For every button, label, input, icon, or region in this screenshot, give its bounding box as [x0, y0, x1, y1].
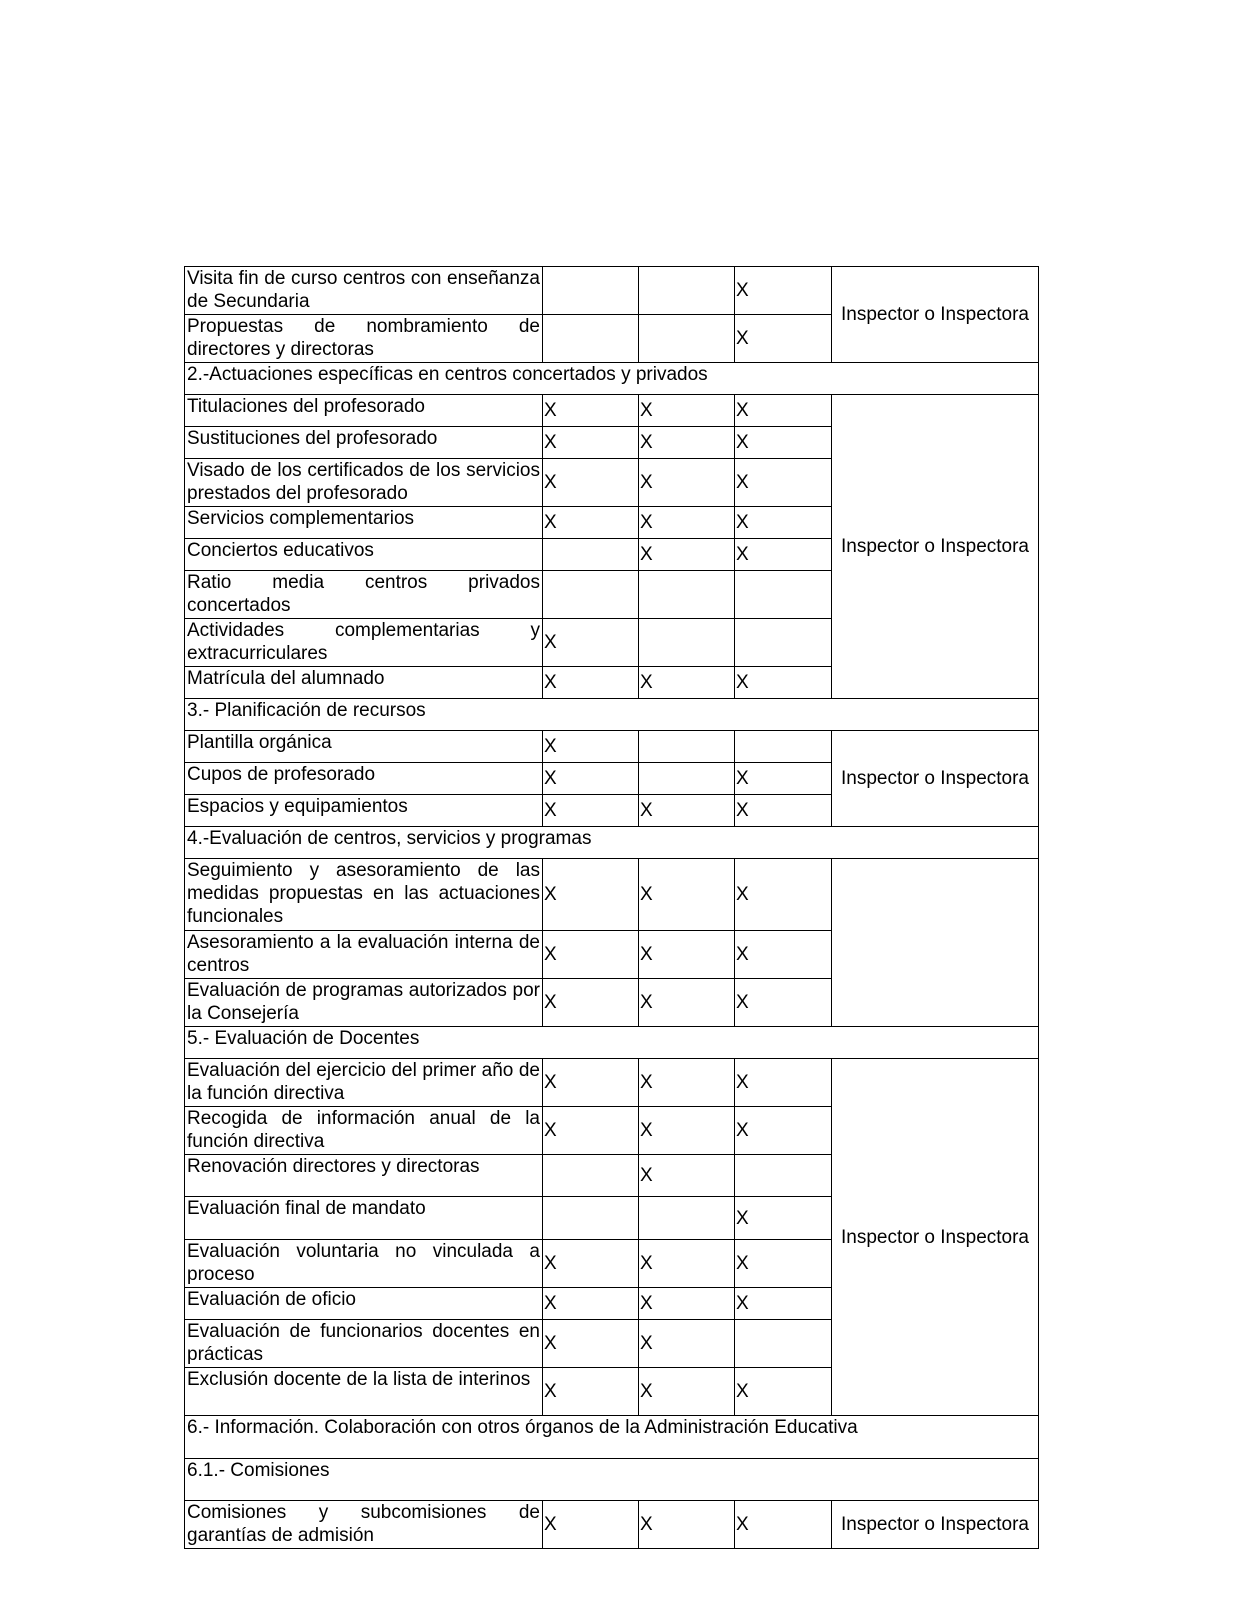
table-row — [185, 859, 1039, 931]
mark-cell-col2: X — [639, 1240, 735, 1288]
mark-cell-col1 — [543, 315, 639, 363]
activity-cell: Propuestas de nombramiento de directores y directoras — [185, 315, 543, 363]
mark-cell-col3: X — [735, 931, 832, 979]
activities-table — [184, 266, 1039, 1549]
mark-cell-col3: X — [735, 1240, 832, 1288]
activity-cell: Evaluación del ejercicio del primer año de la función directiva — [185, 1059, 543, 1107]
mark-cell-col3: X — [735, 859, 832, 931]
mark-cell-col3: X — [735, 459, 832, 507]
mark-cell-col2: X — [639, 931, 735, 979]
mark-cell-col2 — [639, 571, 735, 619]
mark-cell-col2 — [639, 267, 735, 315]
mark-cell-col2 — [639, 315, 735, 363]
mark-cell-col2 — [639, 763, 735, 795]
mark-cell-col2 — [639, 619, 735, 667]
mark-cell-col3: X — [735, 507, 832, 539]
mark-cell-col2: X — [639, 667, 735, 699]
mark-cell-col2: X — [639, 1059, 735, 1107]
activity-cell: Espacios y equipamientos — [185, 795, 543, 827]
mark-cell-col3: X — [735, 1107, 832, 1155]
mark-cell-col2 — [639, 1197, 735, 1240]
mark-cell-col1 — [543, 267, 639, 315]
mark-cell-col3: X — [735, 427, 832, 459]
table-row — [185, 395, 1039, 427]
activity-cell: Conciertos educativos — [185, 539, 543, 571]
mark-cell-col2: X — [639, 1155, 735, 1197]
mark-cell-col1: X — [543, 1240, 639, 1288]
mark-cell-col2: X — [639, 979, 735, 1027]
section-title: 3.- Planificación de recursos — [185, 699, 1039, 731]
mark-cell-col3: X — [735, 795, 832, 827]
mark-cell-col3: X — [735, 667, 832, 699]
activity-cell: Evaluación de programas autorizados por la Consejería — [185, 979, 543, 1027]
mark-cell-col1: X — [543, 763, 639, 795]
mark-cell-col1: X — [543, 1320, 639, 1368]
mark-cell-col3: X — [735, 1288, 832, 1320]
mark-cell-col2: X — [639, 1288, 735, 1320]
activity-cell: Plantilla orgánica — [185, 731, 543, 763]
mark-cell-col1: X — [543, 667, 639, 699]
mark-cell-col3: X — [735, 539, 832, 571]
mark-cell-col1 — [543, 1155, 639, 1197]
activity-cell: Ratio media centros privados concertados — [185, 571, 543, 619]
mark-cell-col2: X — [639, 1501, 735, 1549]
responsible-cell: Inspector o Inspectora — [832, 267, 1039, 363]
mark-cell-col1: X — [543, 1288, 639, 1320]
responsible-cell: Inspector o Inspectora — [832, 1501, 1039, 1549]
responsible-cell: Inspector o Inspectora — [832, 731, 1039, 827]
mark-cell-col1: X — [543, 1107, 639, 1155]
mark-cell-col1: X — [543, 507, 639, 539]
mark-cell-col1: X — [543, 459, 639, 507]
activity-cell: Visado de los certificados de los servicios prestados del profesorado — [185, 459, 543, 507]
activities-table-body — [185, 267, 1039, 1549]
section-title: 6.1.- Comisiones — [185, 1459, 1039, 1501]
activity-cell: Titulaciones del profesorado — [185, 395, 543, 427]
section-header-row — [185, 363, 1039, 395]
mark-cell-col1 — [543, 1197, 639, 1240]
mark-cell-col1: X — [543, 859, 639, 931]
mark-cell-col1: X — [543, 619, 639, 667]
mark-cell-col3: X — [735, 763, 832, 795]
activity-cell: Visita fin de curso centros con enseñanza de Secundaria — [185, 267, 543, 315]
mark-cell-col1 — [543, 571, 639, 619]
section-title: 6.- Información. Colaboración con otros órganos de la Administración Educativa — [185, 1416, 1039, 1459]
mark-cell-col1: X — [543, 1501, 639, 1549]
mark-cell-col1: X — [543, 395, 639, 427]
activity-cell: Evaluación de oficio — [185, 1288, 543, 1320]
mark-cell-col1: X — [543, 427, 639, 459]
activity-cell: Servicios complementarios — [185, 507, 543, 539]
mark-cell-col2: X — [639, 539, 735, 571]
section-title: 5.- Evaluación de Docentes — [185, 1027, 1039, 1059]
section-header-row — [185, 1459, 1039, 1501]
mark-cell-col2: X — [639, 1368, 735, 1416]
mark-cell-col3 — [735, 571, 832, 619]
mark-cell-col3: X — [735, 267, 832, 315]
mark-cell-col2: X — [639, 395, 735, 427]
mark-cell-col3 — [735, 731, 832, 763]
section-header-row — [185, 699, 1039, 731]
section-header-row — [185, 1416, 1039, 1459]
activity-cell: Actividades complementarias y extracurriculares — [185, 619, 543, 667]
mark-cell-col2: X — [639, 795, 735, 827]
activity-cell: Evaluación voluntaria no vinculada a proceso — [185, 1240, 543, 1288]
mark-cell-col3 — [735, 1320, 832, 1368]
activity-cell: Seguimiento y asesoramiento de las medidas propuestas en las actuaciones funcionales — [185, 859, 543, 931]
mark-cell-col2: X — [639, 507, 735, 539]
mark-cell-col3 — [735, 619, 832, 667]
activity-cell: Cupos de profesorado — [185, 763, 543, 795]
mark-cell-col2: X — [639, 459, 735, 507]
mark-cell-col1: X — [543, 979, 639, 1027]
mark-cell-col2: X — [639, 1320, 735, 1368]
mark-cell-col3: X — [735, 395, 832, 427]
responsible-cell: Inspector o Inspectora — [832, 1059, 1039, 1416]
mark-cell-col2: X — [639, 1107, 735, 1155]
mark-cell-col1: X — [543, 795, 639, 827]
activity-cell: Evaluación final de mandato — [185, 1197, 543, 1240]
section-header-row — [185, 1027, 1039, 1059]
activity-cell: Renovación directores y directoras — [185, 1155, 543, 1197]
activity-cell: Recogida de información anual de la función directiva — [185, 1107, 543, 1155]
mark-cell-col1: X — [543, 731, 639, 763]
mark-cell-col2 — [639, 731, 735, 763]
mark-cell-col3: X — [735, 1501, 832, 1549]
mark-cell-col2: X — [639, 427, 735, 459]
activity-cell: Evaluación de funcionarios docentes en prácticas — [185, 1320, 543, 1368]
responsible-cell — [832, 859, 1039, 1027]
activity-cell: Comisiones y subcomisiones de garantías de admisión — [185, 1501, 543, 1549]
mark-cell-col1 — [543, 539, 639, 571]
activity-cell: Sustituciones del profesorado — [185, 427, 543, 459]
mark-cell-col3: X — [735, 1368, 832, 1416]
mark-cell-col3 — [735, 1155, 832, 1197]
responsible-cell: Inspector o Inspectora — [832, 395, 1039, 699]
activity-cell: Asesoramiento a la evaluación interna de centros — [185, 931, 543, 979]
mark-cell-col2: X — [639, 859, 735, 931]
table-row — [185, 1501, 1039, 1549]
mark-cell-col3: X — [735, 1059, 832, 1107]
table-row — [185, 1059, 1039, 1107]
mark-cell-col3: X — [735, 315, 832, 363]
mark-cell-col1: X — [543, 1368, 639, 1416]
table-row — [185, 267, 1039, 315]
mark-cell-col3: X — [735, 1197, 832, 1240]
mark-cell-col1: X — [543, 1059, 639, 1107]
mark-cell-col1: X — [543, 931, 639, 979]
activity-cell: Matrícula del alumnado — [185, 667, 543, 699]
section-title: 4.-Evaluación de centros, servicios y programas — [185, 827, 1039, 859]
mark-cell-col3: X — [735, 979, 832, 1027]
table-row — [185, 731, 1039, 763]
section-header-row — [185, 827, 1039, 859]
section-title: 2.-Actuaciones específicas en centros concertados y privados — [185, 363, 1039, 395]
activity-cell: Exclusión docente de la lista de interinos — [185, 1368, 543, 1416]
